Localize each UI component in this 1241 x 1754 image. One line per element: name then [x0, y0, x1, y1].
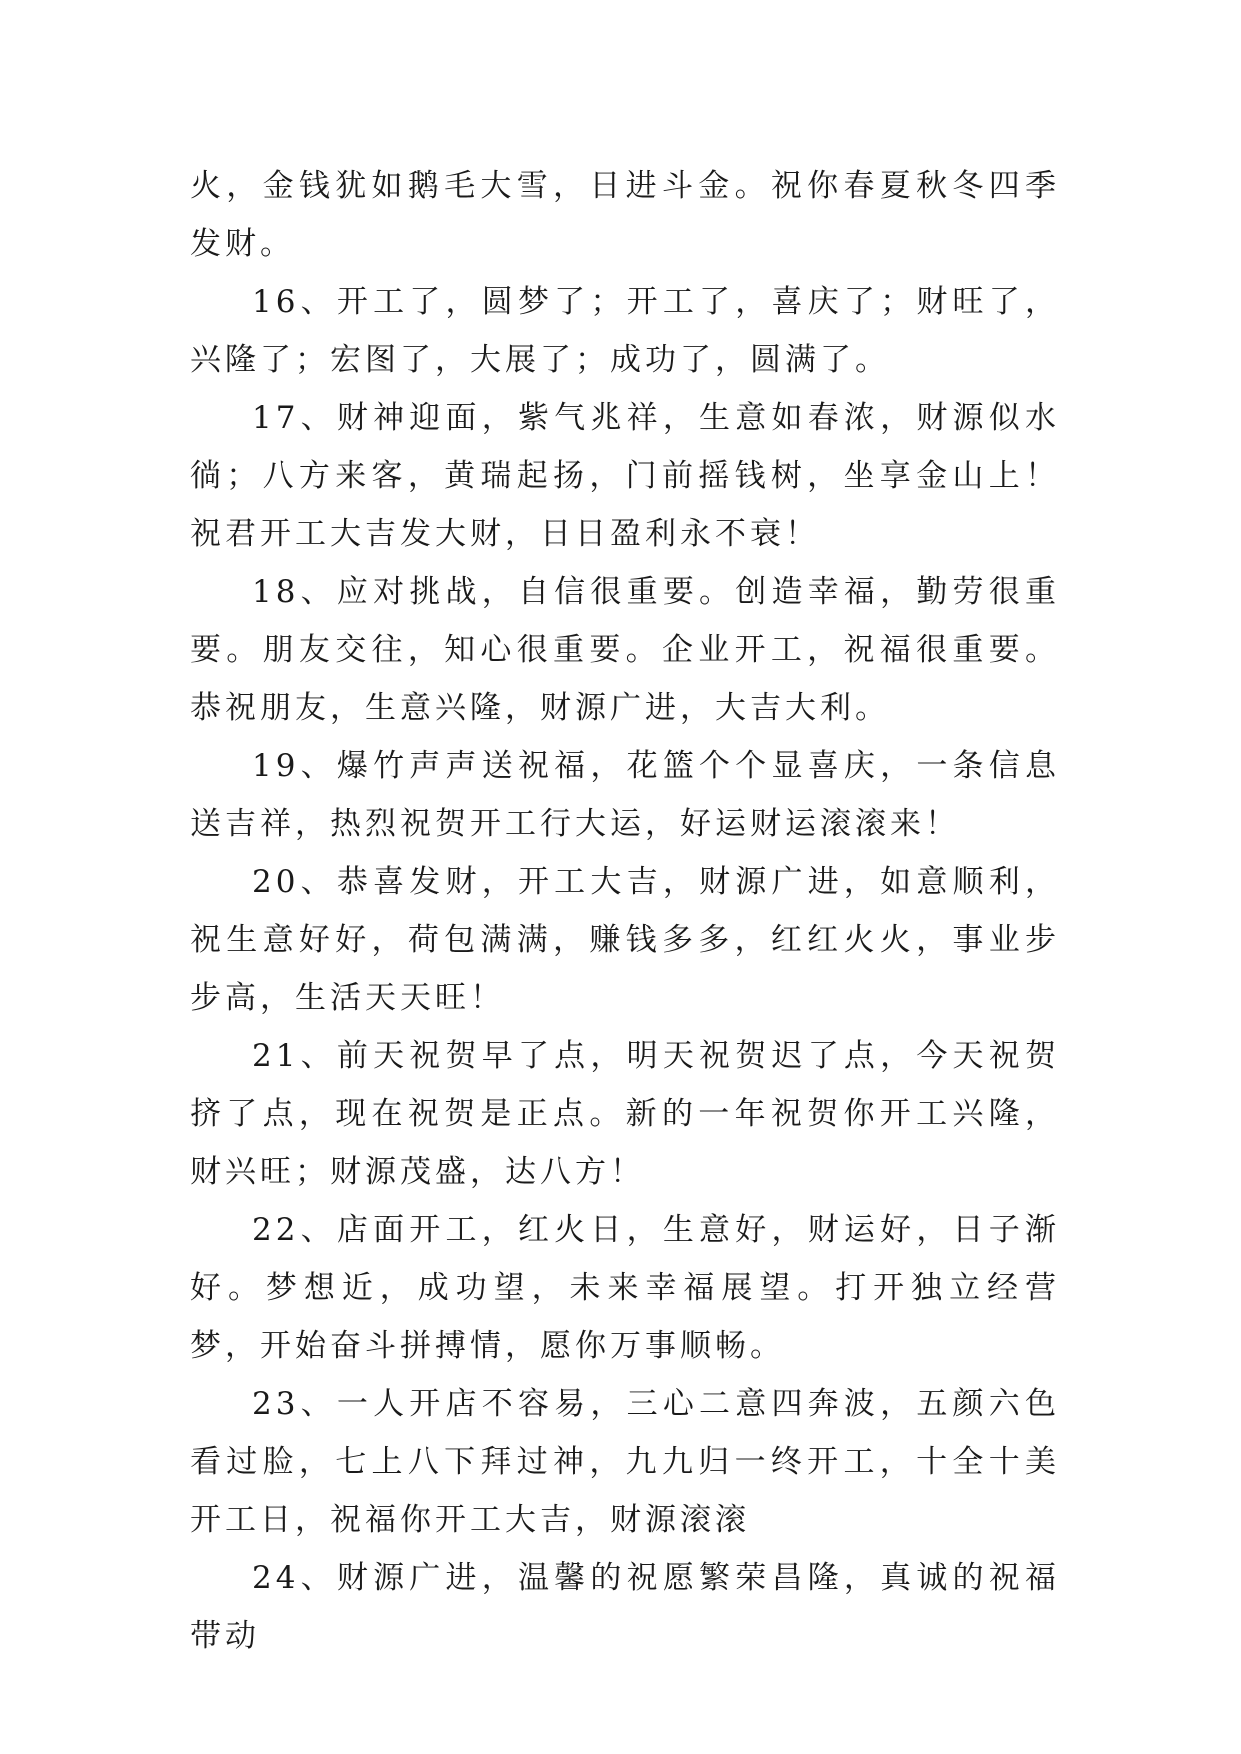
paragraph-22: 22、店面开工，红火日，生意好，财运好，日子渐好。梦想近，成功望，未来幸福展望。打开独立经营梦，开始奋斗拼搏情，愿你万事顺畅。: [190, 1212, 1060, 1364]
paragraph-23: 23、一人开店不容易，三心二意四奔波，五颜六色看过脸，七上八下拜过神，九九归一终开工，十全十美开工日，祝福你开工大吉，财源滚滚: [190, 1386, 1060, 1538]
paragraph-18: 18、应对挑战，自信很重要。创造幸福，勤劳很重要。朋友交往，知心很重要。企业开工，祝福很重要。恭祝朋友，生意兴隆，财源广进，大吉大利。: [190, 574, 1060, 726]
paragraph-17: 17、财神迎面，紫气兆祥，生意如春浓，财源似水徜；八方来客，黄瑞起扬，门前摇钱树，坐享金山上！祝君开工大吉发大财，日日盈利永不衰！: [190, 400, 1060, 552]
paragraph-16: 16、开工了，圆梦了；开工了，喜庆了；财旺了，兴隆了；宏图了，大展了；成功了，圆满了。: [190, 284, 1060, 378]
paragraph-24: 24、财源广进，温馨的祝愿繁荣昌隆，真诚的祝福带动: [190, 1560, 1060, 1654]
paragraph-continuation: 火，金钱犹如鹅毛大雪，日进斗金。祝你春夏秋冬四季发财。: [190, 168, 1060, 262]
paragraph-20: 20、恭喜发财，开工大吉，财源广进，如意顺利，祝生意好好，荷包满满，赚钱多多，红红火火，事业步步高，生活天天旺！: [190, 864, 1060, 1016]
paragraph-21: 21、前天祝贺早了点，明天祝贺迟了点，今天祝贺挤了点，现在祝贺是正点。新的一年祝贺你开工兴隆，财兴旺；财源茂盛，达八方！: [190, 1038, 1060, 1190]
document-body: [190, 157, 1060, 1665]
paragraph-19: 19、爆竹声声送祝福，花篮个个显喜庆，一条信息送吉祥，热烈祝贺开工行大运，好运财运滚滚来！: [190, 748, 1060, 842]
